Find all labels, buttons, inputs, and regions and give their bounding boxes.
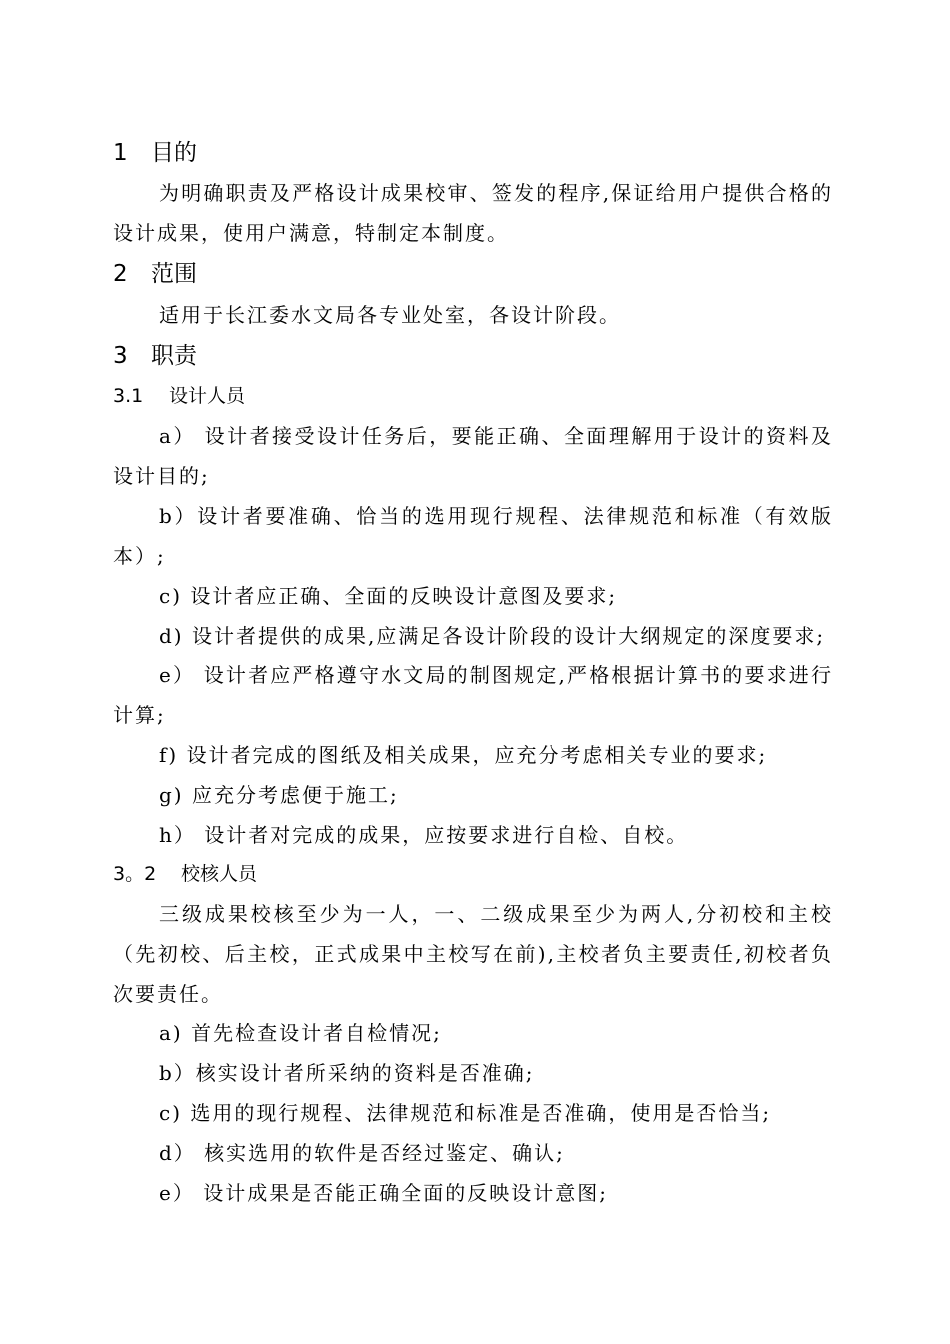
subsection-3-2-heading — [113, 861, 257, 887]
paragraph-line: 设计成果，使用户满意，特制定本制度。 — [113, 221, 509, 245]
section-number: 1 — [113, 140, 128, 166]
list-item: a) 首先检查设计者自检情况; — [159, 1021, 442, 1045]
paragraph-line: （先初校、后主校，正式成果中主校写在前),主校者负主要责任,初校者负 — [113, 942, 833, 966]
paragraph-line: 三级成果校核至少为一人，一、二级成果至少为两人,分初校和主校 — [159, 902, 833, 926]
list-item: c) 选用的现行规程、法律规范和标准是否准确，使用是否恰当; — [159, 1101, 772, 1125]
list-item: d) 设计者提供的成果,应满足各设计阶段的设计大纲规定的深度要求; — [159, 624, 826, 648]
section-number: 3。2 — [113, 863, 157, 885]
list-item: g) 应充分考虑便于施工; — [159, 783, 399, 807]
paragraph-line: 适用于长江委水文局各专业处室，各设计阶段。 — [159, 303, 621, 327]
section-title: 职责 — [151, 343, 197, 369]
section-title: 设计人员 — [169, 385, 246, 407]
section-number: 2 — [113, 261, 128, 287]
list-item: e） 设计者应严格遵守水文局的制图规定,严格根据计算书的要求进行 — [159, 663, 833, 687]
list-item: f) 设计者完成的图纸及相关成果，应充分考虑相关专业的要求; — [159, 743, 768, 767]
subsection-3-1-heading — [113, 383, 245, 409]
section-title: 目的 — [151, 140, 197, 166]
list-item-continuation: 设计目的; — [113, 464, 210, 488]
list-item: e） 设计成果是否能正确全面的反映设计意图; — [159, 1181, 608, 1205]
section-title: 校核人员 — [181, 863, 258, 885]
section-number: 3 — [113, 343, 128, 369]
paragraph-line: 为明确职责及严格设计成果校审、签发的程序,保证给用户提供合格的 — [159, 181, 833, 205]
list-item: c) 设计者应正确、全面的反映设计意图及要求; — [159, 584, 618, 608]
section-title: 范围 — [151, 261, 197, 287]
section-3-heading — [113, 341, 197, 371]
section-1-heading — [113, 138, 197, 168]
list-item: h） 设计者对完成的成果，应按要求进行自检、自校。 — [159, 823, 689, 847]
list-item: d） 核实选用的软件是否经过鉴定、确认; — [159, 1141, 565, 1165]
paragraph-line: 次要责任。 — [113, 982, 223, 1006]
section-2-heading — [113, 259, 197, 289]
section-number: 3.1 — [113, 385, 144, 407]
list-item-continuation: 计算; — [113, 703, 166, 727]
list-item: b）核实设计者所采纳的资料是否准确; — [159, 1061, 535, 1085]
list-item: b）设计者要准确、恰当的选用现行规程、法律规范和标准（有效版 — [159, 504, 833, 528]
list-item-continuation: 本）; — [113, 544, 166, 568]
list-item: a） 设计者接受设计任务后，要能正确、全面理解用于设计的资料及 — [159, 424, 833, 448]
